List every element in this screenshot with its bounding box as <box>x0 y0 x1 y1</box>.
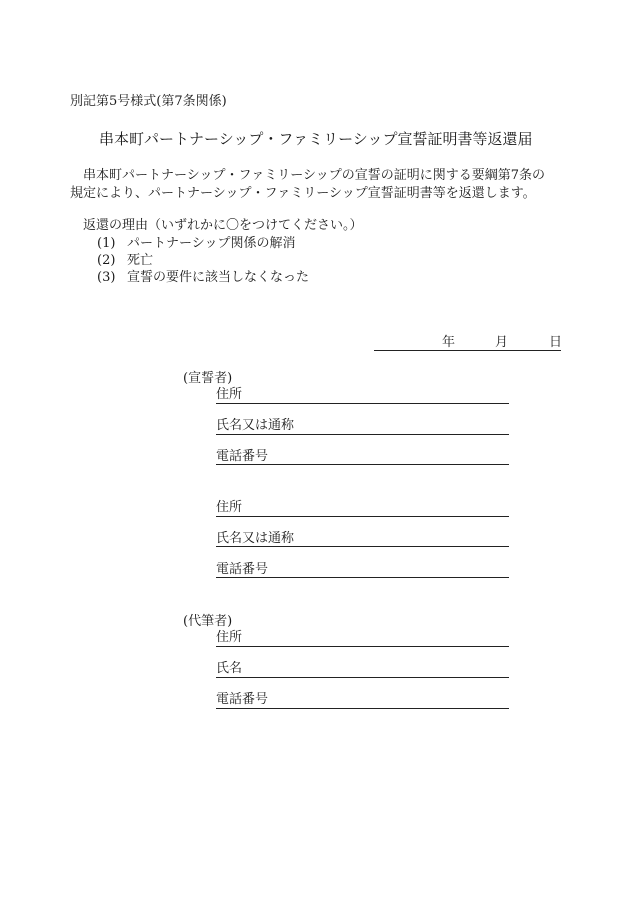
declarant2-name-field[interactable] <box>216 546 509 547</box>
reason-item-number: (3) <box>97 270 116 285</box>
body-line-1: 串本町パートナーシップ・ファミリーシップの宣誓の証明に関する要綱第7条の <box>83 168 545 183</box>
page-title: 串本町パートナーシップ・ファミリーシップ宣誓証明書等返還届 <box>99 130 533 148</box>
form-label: 別記第5号様式(第7条関係) <box>70 94 227 109</box>
proxy-name-field[interactable] <box>216 677 509 678</box>
declarant2-phone-field[interactable] <box>216 577 509 578</box>
declarant2-address-field[interactable] <box>216 516 509 517</box>
date-day-label: 日 <box>549 335 563 350</box>
date-underline[interactable] <box>374 350 561 351</box>
reason-item-label: 死亡 <box>127 253 154 268</box>
reason-item-number: (1) <box>97 236 116 251</box>
reason-heading: 返還の理由（いずれかに〇をつけてください。） <box>83 218 363 233</box>
declarant1-phone-field[interactable] <box>216 464 509 465</box>
proxy-address-label: 住所 <box>216 630 243 645</box>
reason-item-3[interactable] <box>97 270 309 286</box>
proxy-phone-field[interactable] <box>216 708 509 709</box>
reason-item-label: パートナーシップ関係の解消 <box>127 236 296 251</box>
declarant2-phone-label: 電話番号 <box>216 562 269 577</box>
date-year-label: 年 <box>442 335 456 350</box>
declarant1-name-label: 氏名又は通称 <box>216 418 295 433</box>
proxy-address-field[interactable] <box>216 646 509 647</box>
proxy-phone-label: 電話番号 <box>216 692 269 707</box>
reason-item-2[interactable] <box>97 253 153 269</box>
body-line-2: 規定により、パートナーシップ・ファミリーシップ宣誓証明書等を返還します。 <box>70 186 536 201</box>
declarant1-name-field[interactable] <box>216 434 509 435</box>
declarant1-phone-label: 電話番号 <box>216 449 269 464</box>
proxy-heading: (代筆者) <box>183 614 233 629</box>
proxy-name-label: 氏名 <box>216 661 243 676</box>
declarant1-address-label: 住所 <box>216 387 243 402</box>
declarant2-address-label: 住所 <box>216 500 243 515</box>
declarant-heading: (宣誓者) <box>183 371 233 386</box>
reason-item-1[interactable] <box>97 236 295 252</box>
declarant2-name-label: 氏名又は通称 <box>216 531 295 546</box>
declarant1-address-field[interactable] <box>216 403 509 404</box>
reason-item-number: (2) <box>97 253 116 268</box>
reason-item-label: 宣誓の要件に該当しなくなった <box>127 270 310 285</box>
date-month-label: 月 <box>495 335 509 350</box>
